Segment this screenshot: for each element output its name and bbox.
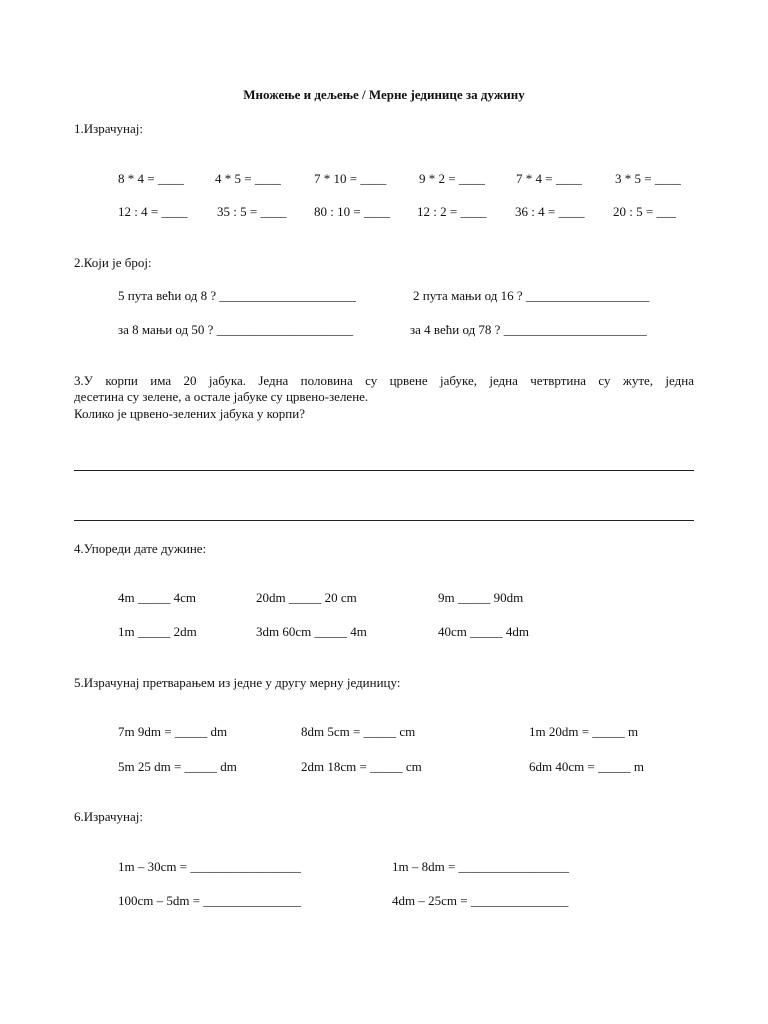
task1-row2-item: 36 : 4 = ____ <box>515 204 585 219</box>
task1-row1-item: 7 * 4 = ____ <box>516 171 582 186</box>
task2-item: 5 пута већи од 8 ? _____________________ <box>118 288 356 303</box>
task5-item: 6dm 40cm = _____ m <box>529 759 644 774</box>
task6-item: 1m – 8dm = _________________ <box>392 859 570 874</box>
task4-item: 4m _____ 4cm <box>118 590 196 605</box>
task1-row1-item: 7 * 10 = ____ <box>314 171 387 186</box>
task3-line: десетина су зелене, а остале јабуке су црвено-зелене. <box>74 389 369 404</box>
task3-question: Колико је црвено-зелених јабука у корпи? <box>74 406 305 421</box>
task2-item: за 8 мањи од 50 ? _____________________ <box>118 322 354 337</box>
task1-row2-item: 80 : 10 = ____ <box>314 204 390 219</box>
task6-item: 4dm – 25cm = _______________ <box>392 893 569 908</box>
task6-heading: 6.Израчунај: <box>74 809 144 824</box>
task1-row2-item: 12 : 2 = ____ <box>417 204 487 219</box>
task2-item: за 4 већи од 78 ? ______________________ <box>410 322 647 337</box>
task4-item: 3dm 60cm _____ 4m <box>256 624 367 639</box>
task6-item: 1m – 30cm = _________________ <box>118 859 301 874</box>
answer-line <box>74 470 694 471</box>
answer-line <box>74 520 694 521</box>
task4-heading: 4.Упореди дате дужине: <box>74 541 207 556</box>
task6-item: 100cm – 5dm = _______________ <box>118 893 301 908</box>
task2-item: 2 пута мањи од 16 ? ___________________ <box>413 288 650 303</box>
task1-row2-item: 35 : 5 = ____ <box>217 204 287 219</box>
task4-item: 40cm _____ 4dm <box>438 624 529 639</box>
task5-item: 5m 25 dm = _____ dm <box>118 759 237 774</box>
task1-row1-item: 9 * 2 = ____ <box>419 171 485 186</box>
task4-item: 1m _____ 2dm <box>118 624 197 639</box>
task4-item: 9m _____ 90dm <box>438 590 524 605</box>
task5-item: 7m 9dm = _____ dm <box>118 724 228 739</box>
task1-row2-item: 12 : 4 = ____ <box>118 204 188 219</box>
page-title: Множење и дељење / Мерне јединице за дужину <box>243 87 525 102</box>
task3-line: 3.У корпи има 20 јабука. Једна половина су црвене јабуке, једна четвртина су жуте, једна <box>74 373 694 388</box>
task4-item: 20dm _____ 20 cm <box>256 590 357 605</box>
task1-row1-item: 3 * 5 = ____ <box>615 171 681 186</box>
task1-row2-item: 20 : 5 = ___ <box>613 204 676 219</box>
task2-heading: 2.Који је број: <box>74 255 152 270</box>
task1-row1-item: 8 * 4 = ____ <box>118 171 184 186</box>
task5-item: 8dm 5cm = _____ cm <box>301 724 416 739</box>
task1-heading: 1.Израчунај: <box>74 121 144 136</box>
task5-heading: 5.Израчунај претварањем из једне у другу мерну јединицу: <box>74 675 401 690</box>
task5-item: 2dm 18cm = _____ cm <box>301 759 422 774</box>
task5-item: 1m 20dm = _____ m <box>529 724 639 739</box>
task1-row1-item: 4 * 5 = ____ <box>215 171 281 186</box>
